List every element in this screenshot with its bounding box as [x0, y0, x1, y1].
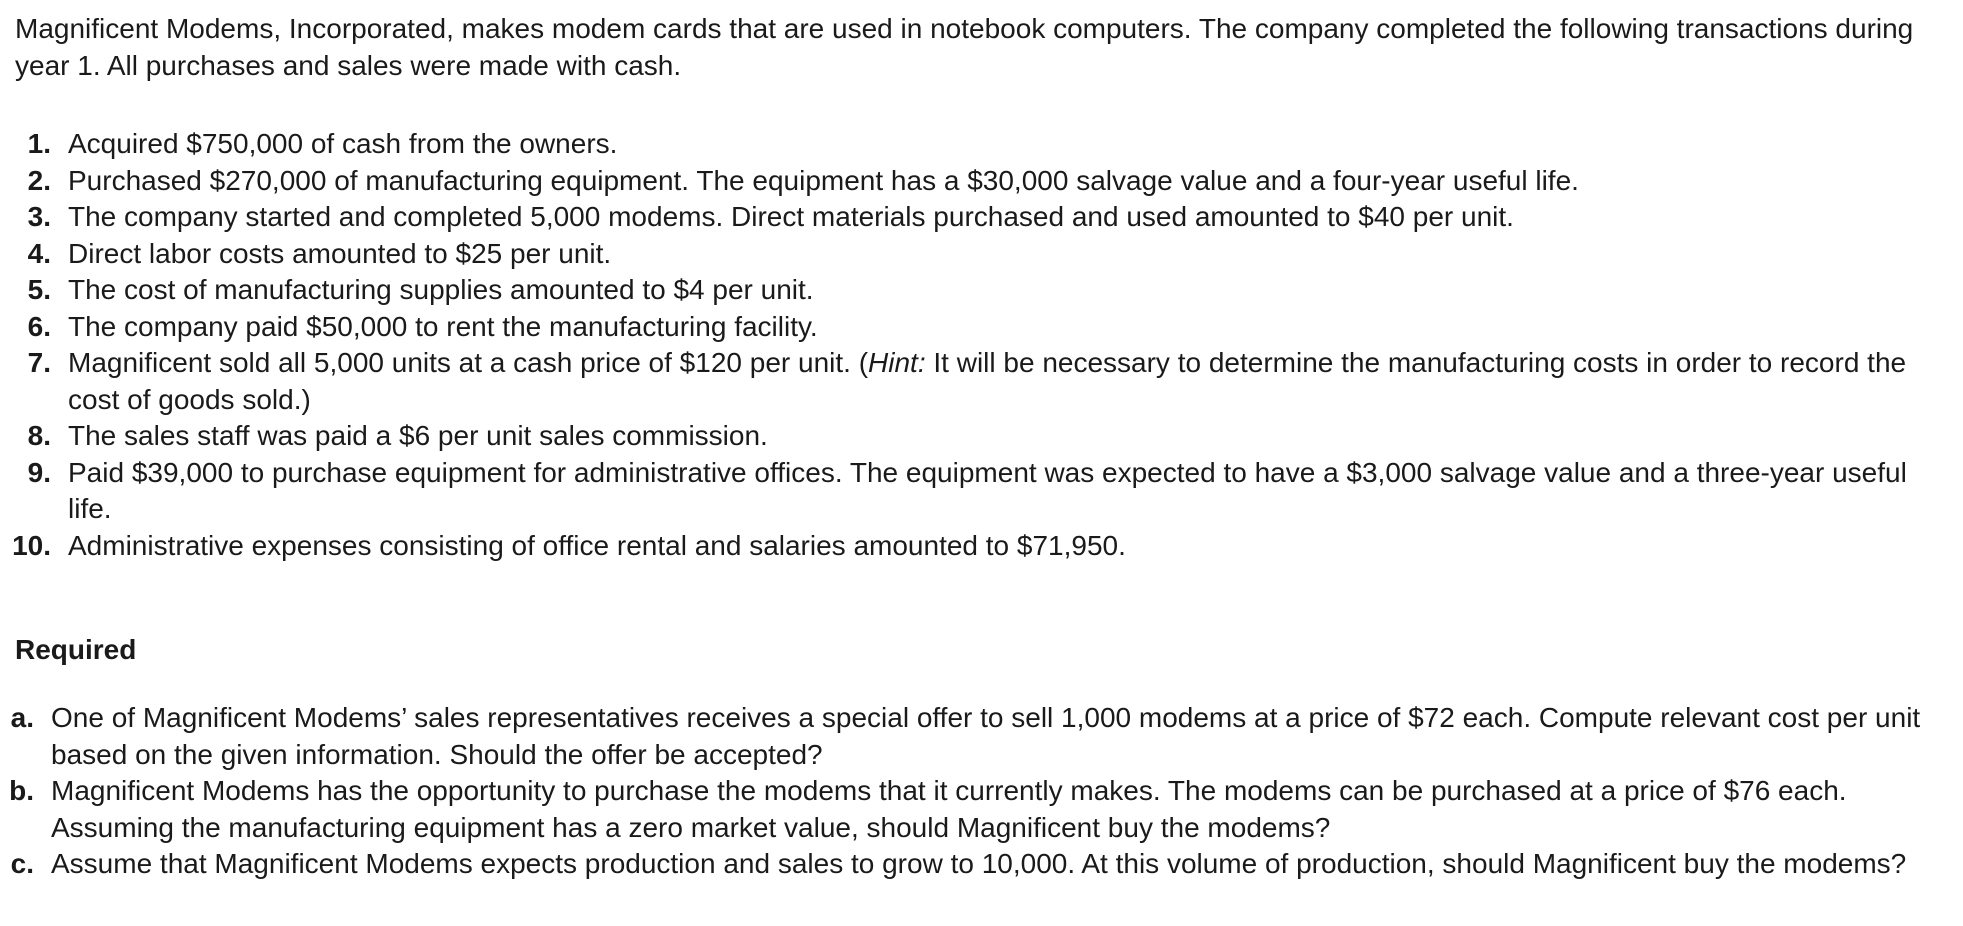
transaction-text: The company paid $50,000 to rent the manufacturing facility. [68, 310, 818, 342]
transaction-text-after-hint: It will be necessary to determine the manufacturing costs in order to record the cost of goods sold.) [68, 347, 1907, 415]
question-letter: a. [10, 702, 34, 733]
transaction-text: Administrative expenses consisting of office rental and salaries amounted to $71,950. [68, 529, 1126, 561]
transaction-number: 8. [27, 420, 51, 451]
transaction-number: 4. [27, 237, 51, 269]
transaction-item [0, 418, 1940, 455]
question-text: One of Magnificent Modems’ sales representatives receives a special offer to sell 1,000 modems at a price of $72 each. Compute relevant cost per unit based on the given information. Should the offer be accepted? [51, 702, 1921, 770]
transaction-item [0, 236, 1940, 273]
transaction-number: 1. [27, 128, 51, 159]
transaction-text: Acquired $750,000 of cash from the owners. [68, 128, 618, 159]
question-text: Assume that Magnificent Modems expects production and sales to grow to 10,000. At this volume of production, should Magnificent buy the modems? [51, 848, 1907, 879]
hint-label: Hint: [868, 347, 926, 378]
transaction-number: 3. [27, 201, 51, 232]
question-letter: b. [9, 775, 34, 806]
question-item [0, 846, 1940, 883]
transaction-number: 5. [27, 274, 51, 305]
required-questions-list [0, 700, 1940, 883]
transaction-item [0, 455, 1940, 528]
transaction-item [0, 272, 1940, 309]
question-item [0, 773, 1940, 846]
transaction-number: 7. [27, 347, 51, 378]
transaction-text: The sales staff was paid a $6 per unit sales commission. [68, 420, 768, 451]
transaction-number: 10. [12, 529, 51, 561]
transaction-text: The company started and completed 5,000 modems. Direct materials purchased and used amounted to $40 per unit. [68, 201, 1514, 232]
transaction-number: 2. [27, 164, 51, 196]
transaction-text: Paid $39,000 to purchase equipment for administrative offices. The equipment was expected to have a $3,000 salvage value and a three-year useful life. [68, 456, 1907, 524]
question-text: Magnificent Modems has the opportunity to purchase the modems that it currently makes. The modems can be purchased at a price of $76 each. Assuming the manufacturing equipment has a zero market value, should Magnificent buy the modems? [51, 775, 1847, 843]
transaction-number: 9. [27, 456, 51, 488]
transaction-number: 6. [27, 310, 51, 342]
transaction-text: The cost of manufacturing supplies amounted to $4 per unit. [68, 274, 814, 305]
transaction-item [0, 163, 1940, 200]
required-heading: Required [15, 634, 137, 665]
question-letter: c. [10, 848, 34, 879]
transaction-text-before-hint: Magnificent sold all 5,000 units at a cash price of $120 per unit. ( [68, 347, 869, 378]
transaction-text [68, 345, 1940, 418]
transaction-item [0, 199, 1940, 236]
question-item [0, 700, 1940, 773]
transaction-item [0, 528, 1940, 565]
intro-paragraph: Magnificent Modems, Incorporated, makes modem cards that are used in notebook computers. The company completed the following transactions during year 1. All purchases and sales were made with cash. [15, 13, 1914, 81]
transaction-item [0, 126, 1940, 163]
transaction-item [0, 309, 1940, 346]
transaction-text: Purchased $270,000 of manufacturing equipment. The equipment has a $30,000 salvage value and a four-year useful life. [68, 164, 1579, 196]
transactions-list [0, 126, 1940, 564]
transaction-text: Direct labor costs amounted to $25 per unit. [68, 237, 612, 269]
transaction-item [0, 345, 1940, 418]
